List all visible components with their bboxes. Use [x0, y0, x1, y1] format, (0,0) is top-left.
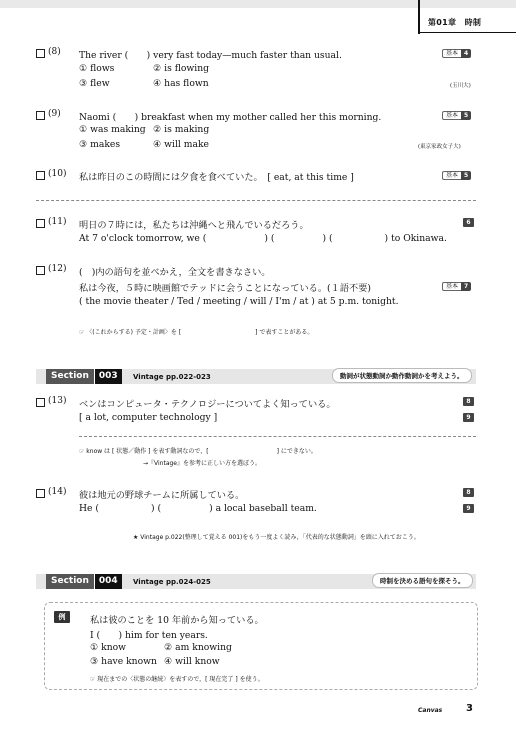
example-note: ☞ 現在までの〈状態の継続〉を表すので，[ 現在完了 ] を使う。: [90, 676, 264, 683]
basic-tag-number: 4: [461, 49, 471, 58]
hint-text: ] にできない。: [276, 448, 317, 455]
basic-tag-label: 基本: [442, 171, 461, 180]
sentence-part: ) (: [150, 503, 162, 514]
question-checkbox[interactable]: [36, 171, 45, 180]
question-source: (玉川大): [450, 83, 471, 89]
basic-tag-label: 基本: [442, 49, 461, 58]
question-checkbox[interactable]: [36, 219, 45, 228]
option: ③ have known: [90, 656, 157, 667]
basic-tag-number: 7: [461, 282, 471, 291]
question-line: ベンはコンピュータ・テクノロジーについてよく知っている。: [79, 399, 336, 410]
sentence-part: ) (: [322, 233, 333, 244]
header-underline: [418, 32, 516, 33]
star-note: ★ Vintage p.022(整理して覚える 001)をもう一度よく読み，「代表的な状態動詞」を頭に入れておこう。: [133, 534, 420, 541]
page-number: 3: [466, 703, 473, 714]
basic-tag: [442, 282, 471, 291]
question-source: (東京家政女子大): [418, 144, 461, 150]
question-checkbox[interactable]: [36, 111, 45, 120]
number-badge: 9: [463, 413, 474, 422]
section-header: [46, 369, 122, 384]
number-badge: 8: [463, 488, 474, 497]
section-reference: Vintage pp.024-025: [133, 578, 211, 586]
divider: [36, 200, 476, 201]
brand-label: Canvas: [418, 707, 443, 714]
option: ② is flowing: [153, 63, 209, 74]
option: ④ will make: [153, 139, 209, 150]
basic-tag-number: 5: [461, 111, 471, 120]
question-checkbox[interactable]: [36, 49, 45, 58]
question-checkbox[interactable]: [36, 266, 45, 275]
question-stem: Naomi ( ) breakfast when my mother called her this morning.: [79, 112, 382, 123]
tip-bubble: 動詞が状態動詞か動作動詞かを考えよう。: [332, 368, 472, 383]
basic-tag-label: 基本: [442, 282, 461, 291]
question-checkbox[interactable]: [36, 489, 45, 498]
section-header: [46, 574, 122, 589]
tip-bubble: 時制を決める語句を探そう。: [372, 573, 473, 588]
option: ④ will know: [164, 656, 220, 667]
divider: [79, 436, 476, 437]
question-line: 彼は地元の野球チームに所属している。: [79, 490, 245, 501]
header-divider: [418, 0, 420, 34]
section-reference: Vintage pp.022-023: [133, 373, 211, 381]
sentence-part: He (: [79, 503, 99, 514]
hint-subnote: →『Vintage』を参考に正しい方を選ぼう。: [143, 460, 261, 467]
basic-tag: [442, 111, 471, 120]
basic-tag-label: 基本: [442, 111, 461, 120]
option: ③ makes: [79, 139, 121, 150]
question-number: (9): [48, 109, 61, 119]
option: ② am knowing: [164, 642, 232, 653]
section-label: Section: [46, 574, 94, 589]
section-number: 004: [94, 574, 122, 589]
question-checkbox[interactable]: [36, 398, 45, 407]
number-badge: 8: [463, 397, 474, 406]
question-line: [ a lot, computer technology ]: [79, 412, 218, 423]
hint-text: ☞ know は [ 状態／動作 ] を表す動詞なので，[: [79, 448, 209, 455]
option: ① was making: [79, 124, 146, 135]
hint-text: ] で表すことがある。: [255, 329, 314, 336]
fill-blank-line: [79, 233, 447, 244]
section-label: Section: [46, 369, 94, 384]
question-stem: 私は昨日のこの時間には夕食を食べていた。 [ eat, at this time ]: [79, 172, 354, 183]
example-line: 私は彼のことを 10 年前から知っている。: [90, 615, 264, 626]
basic-tag: [442, 49, 471, 58]
basic-tag: [442, 171, 471, 180]
question-line: ( )内の語句を並べかえ，全文を書きなさい。: [79, 267, 271, 278]
hint-text: ☞ 〈(これからする) 予定・計画〉を [: [79, 329, 182, 336]
question-number: (10): [48, 169, 67, 179]
question-number: (13): [48, 396, 67, 406]
section-number: 003: [94, 369, 122, 384]
example-line: I ( ) him for ten years.: [90, 630, 208, 641]
example-icon: 例: [54, 611, 70, 623]
hint-note: [79, 327, 313, 336]
question-number: (8): [48, 47, 61, 57]
question-line: 私は今夜，５時に映画館でテッドに会うことになっている。(１語不要): [79, 283, 371, 294]
basic-tag-number: 5: [461, 171, 471, 180]
question-number: (14): [48, 487, 67, 497]
option: ③ flew: [79, 78, 110, 89]
question-number: (11): [48, 217, 67, 227]
header-band: [0, 0, 516, 8]
sentence-part: At 7 o'clock tomorrow, we (: [79, 233, 207, 244]
hint-note: [79, 446, 317, 455]
number-badge: 9: [463, 504, 474, 513]
fill-blank-line: [79, 503, 317, 514]
number-badge: 6: [463, 218, 474, 227]
option: ① flows: [79, 63, 115, 74]
sentence-part: ) a local baseball team.: [209, 503, 317, 514]
question-stem: The river ( ) very fast today—much faster than usual.: [79, 50, 342, 61]
sentence-part: ) (: [264, 233, 275, 244]
option: ④ has flown: [153, 78, 209, 89]
sentence-part: ) to Okinawa.: [384, 233, 447, 244]
question-line: ( the movie theater / Ted / meeting / will / I'm / at ) at 5 p.m. tonight.: [79, 296, 399, 307]
chapter-title: 第01章 時制: [428, 18, 482, 27]
question-number: (12): [48, 264, 67, 274]
option: ① know: [90, 642, 127, 653]
option: ② is making: [153, 124, 210, 135]
question-line: 明日の７時には，私たちは沖縄へと飛んでいるだろう。: [79, 220, 309, 231]
